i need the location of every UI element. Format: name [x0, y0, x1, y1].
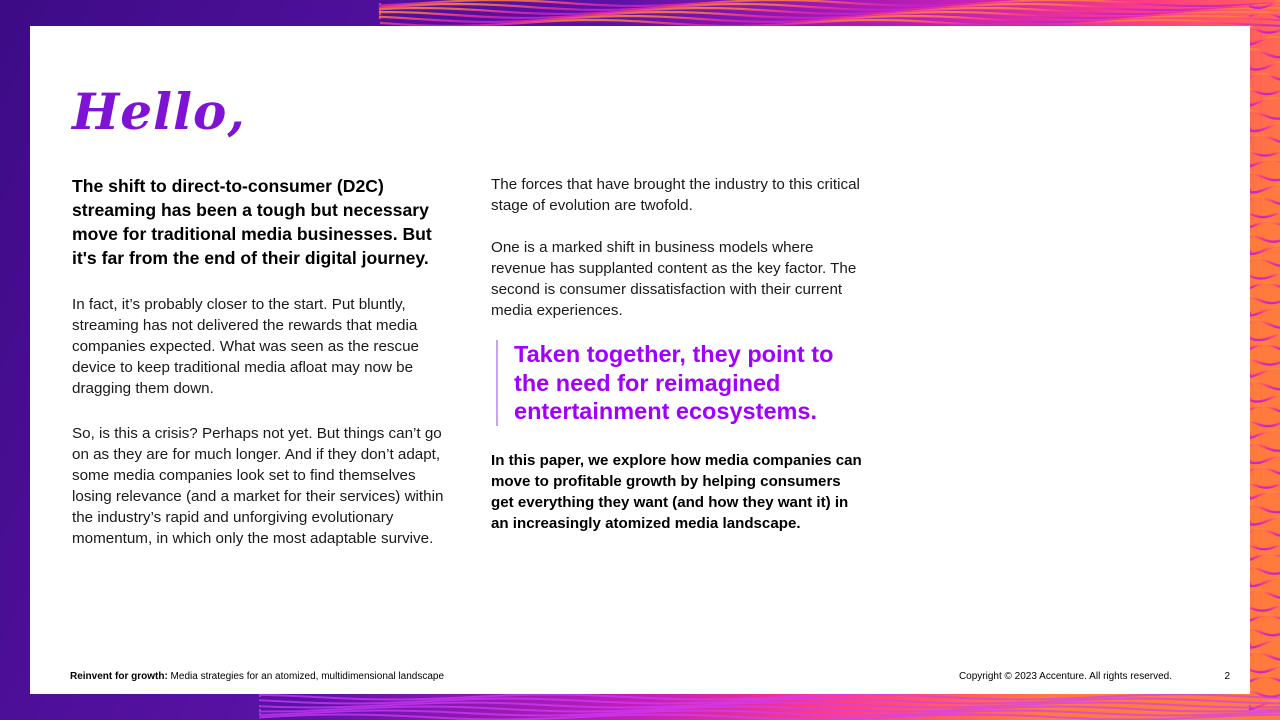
footer-copyright: Copyright © 2023 Accenture. All rights reserved. — [958, 671, 1172, 682]
body-paragraph-3: The forces that have brought the industry to this critical stage of evolution are twofold. — [491, 176, 860, 214]
body-paragraph-2: So, is this a crisis? Perhaps not yet. But things can’t go on as they are for much longer. And if they don’t adapt, some media companies look set to find themselves losing relevance (and a market for their services) within the industry’s rapid and unforgiving evolutionary momentum, in which only the most adaptable survive. — [72, 425, 444, 547]
closing-paragraph: In this paper, we explore how media companies can move to profitable growth by helping consumers get everything they want (and how they want it) in an increasingly atomized media landscape. — [491, 451, 862, 532]
footer-title-bold: Reinvent for growth: — [70, 671, 168, 682]
page-heading: Hello, — [72, 82, 246, 141]
body-paragraph-4: One is a marked shift in business models where revenue has supplanted content as the key factor. The second is consumer dissatisfaction with their current media experiences. — [491, 239, 857, 319]
document-page — [30, 26, 1250, 694]
body-paragraph-1: In fact, it’s probably closer to the start. Put bluntly, streaming has not delivered the rewards that media companies expected. What was seen as the rescue device to keep traditional media afloat may now be dragging them down. — [72, 296, 419, 397]
pull-quote: Taken together, they point to the need for reimagined entertainment ecosystems. — [496, 340, 863, 426]
footer-document-title — [70, 671, 444, 682]
page-footer — [70, 671, 1230, 685]
left-column — [72, 174, 444, 549]
lead-paragraph: The shift to direct-to-consumer (D2C) streaming has been a tough but necessary move for traditional media businesses. But it's far from the end of their digital journey. — [72, 176, 432, 268]
right-column — [491, 174, 863, 534]
page-number: 2 — [1224, 671, 1230, 682]
footer-title-rest: Media strategies for an atomized, multidimensional landscape — [167, 671, 445, 682]
